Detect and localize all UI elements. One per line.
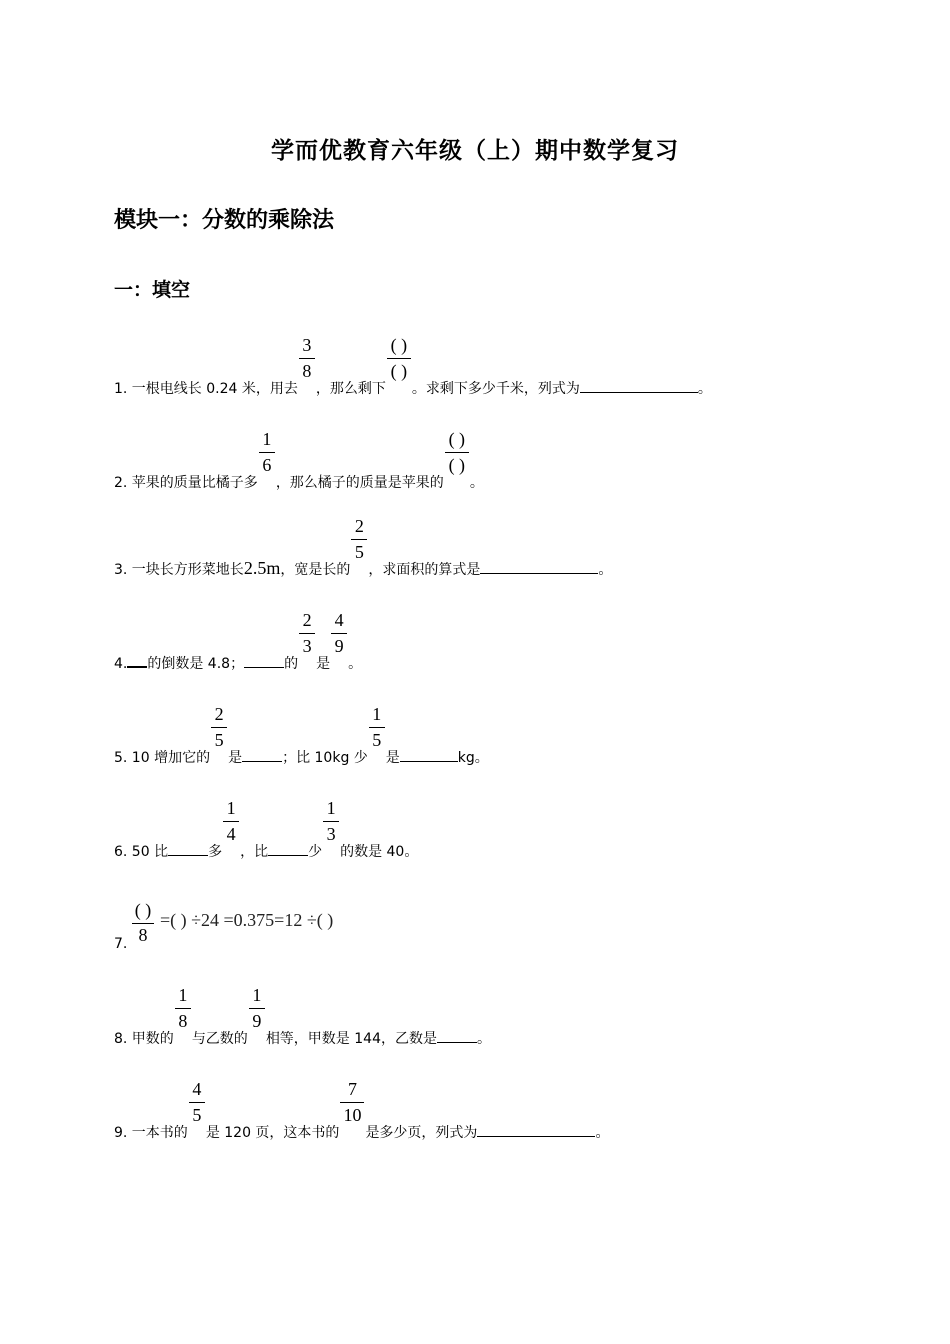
answer-blank[interactable] bbox=[168, 841, 208, 856]
problem-2: 2. 苹果的质量比橘子多 $\frac{1}{6}$ ，那么橘子的质量是苹果的 $\frac{( )}{( )}$ 。 bbox=[114, 429, 484, 491]
fraction: $\frac{2}{5}$ bbox=[210, 742, 228, 762]
fraction: $\frac{4}{9}$ bbox=[330, 648, 348, 668]
fraction: $\frac{7}{10}$ bbox=[339, 1117, 365, 1137]
fraction: $\frac{1}{3}$ bbox=[322, 836, 340, 856]
problem-5: 5. 10 增加它的 $\frac{2}{5}$ 是 ；比 10kg 少 $\frac{1}{5}$ 是 kg。 bbox=[114, 704, 489, 766]
equation: =( ) ÷24 =0.375=12 ÷( ) bbox=[160, 910, 334, 930]
problem-9: 9. 一本书的 $\frac{4}{5}$ 是 120 页，这本书的 $\frac{7}{10}$ 是多少页，列式为 。 bbox=[114, 1079, 610, 1141]
problem-6: 6. 50 比 多 $\frac{1}{4}$ ，比 少 $\frac{1}{3}$ 的数是 40。 bbox=[114, 798, 419, 860]
answer-blank[interactable] bbox=[244, 653, 284, 668]
fraction: $\frac{4}{5}$ bbox=[188, 1117, 206, 1137]
fraction: $\frac{1}{6}$ bbox=[258, 467, 276, 487]
answer-blank[interactable] bbox=[242, 747, 282, 762]
answer-blank[interactable] bbox=[480, 559, 598, 574]
fraction: $\frac{3}{8}$ bbox=[298, 373, 316, 393]
length-value: 2.5m bbox=[243, 558, 281, 578]
answer-blank[interactable] bbox=[268, 841, 308, 856]
fraction-blank: $\frac{( )}{( )}$ bbox=[386, 373, 412, 393]
answer-blank[interactable] bbox=[437, 1028, 477, 1043]
problem-7: 7. bbox=[114, 936, 128, 952]
answer-blank[interactable] bbox=[127, 652, 147, 668]
problem-3: 3. 一块长方形菜地长2.5m，宽是长的 $\frac{2}{5}$ ，求面积的算式是 。 bbox=[114, 516, 613, 578]
problem-1: 1. 一根电线长 0.24 米，用去 $\frac{3}{8}$ ，那么剩下 $\frac{( )}{( )}$ 。求剩下多少千米，列式为 。 bbox=[114, 335, 712, 397]
problem-4: 4. 的倒数是 4.8； 的 $\frac{2}{3}$ 是 $\frac{4}{9}$ 。 bbox=[114, 610, 363, 672]
answer-blank[interactable] bbox=[580, 378, 698, 393]
page-title: 学而优教育六年级（上）期中数学复习 bbox=[271, 138, 679, 164]
module-heading: 模块一：分数的乘除法 bbox=[114, 208, 335, 233]
problem-8: 8. 甲数的 $\frac{1}{8}$ 与乙数的 $\frac{1}{9}$ 相等，甲数是 144，乙数是 。 bbox=[114, 985, 491, 1047]
answer-blank[interactable] bbox=[400, 747, 458, 762]
fraction: $\frac{1}{8}$ bbox=[174, 1023, 192, 1043]
fraction: $\frac{1}{4}$ bbox=[222, 836, 240, 856]
section-heading: 一：填空 bbox=[114, 279, 191, 301]
problem-text: 1. 一根电线长 0.24 米，用去 bbox=[114, 381, 298, 397]
fraction: $\frac{2}{3}$ bbox=[298, 648, 316, 668]
fraction-blank: ( ) 8 bbox=[130, 900, 156, 946]
fraction: $\frac{2}{5}$ bbox=[350, 554, 368, 574]
answer-blank[interactable] bbox=[477, 1122, 595, 1137]
fraction: $\frac{1}{5}$ bbox=[368, 742, 386, 762]
fraction-blank: $\frac{( )}{( )}$ bbox=[444, 467, 470, 487]
fraction: $\frac{1}{9}$ bbox=[248, 1023, 266, 1043]
